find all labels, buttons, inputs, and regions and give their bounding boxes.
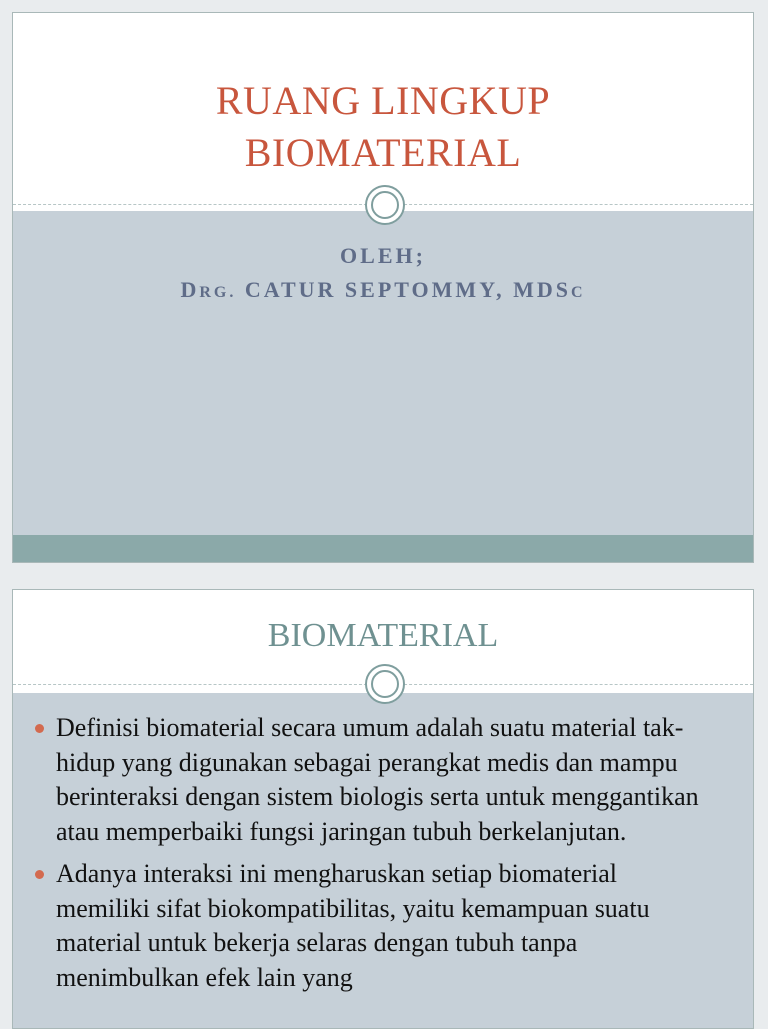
- author-degree-suffix: C: [570, 284, 586, 301]
- slide-title: [13, 13, 753, 179]
- slide-title-line-1: RUANG LINGKUP: [215, 78, 551, 123]
- title-area: [13, 13, 753, 205]
- bullet-item: [56, 711, 713, 849]
- content-slide: [12, 589, 754, 1029]
- subtitle-line-1: OLEH;: [340, 243, 426, 268]
- content-area: [13, 693, 753, 1028]
- bullet-item: [56, 857, 713, 995]
- divider-ring-icon: [365, 185, 405, 225]
- author-prefix-rest: RG.: [199, 284, 237, 301]
- bullet-list: [13, 693, 753, 995]
- divider-ring-icon: [365, 664, 405, 704]
- divider-ring-inner: [371, 191, 399, 219]
- section-title: BIOMATERIAL: [267, 617, 499, 654]
- bullet-text: Definisi biomaterial secara umum adalah suatu material tak-hidup yang digunakan sebagai perangkat medis dan mampu berinteraksi dengan sistem biologis serta untuk menggantikan atau memperbaiki fungsi jaringan tubuh berkelanjutan.: [56, 713, 699, 846]
- title-slide: [12, 12, 754, 563]
- subtitle-area: [13, 211, 753, 537]
- slide-title-line-2: BIOMATERIAL: [244, 130, 522, 175]
- bullet-dot-icon: [35, 724, 44, 733]
- subtitle-line-2: [13, 273, 753, 310]
- divider-ring-inner: [371, 670, 399, 698]
- bullet-dot-icon: [35, 870, 44, 879]
- author-name: CATUR SEPTOMMY, MDS: [236, 277, 571, 302]
- author-prefix-initial: D: [180, 277, 200, 302]
- footer-band: [13, 535, 753, 562]
- bullet-text: Adanya interaksi ini mengharuskan setiap biomaterial memiliki sifat biokompatibilitas, yaitu kemampuan suatu material untuk bekerja selaras dengan tubuh tanpa menimbulkan efek lain yang: [56, 859, 650, 992]
